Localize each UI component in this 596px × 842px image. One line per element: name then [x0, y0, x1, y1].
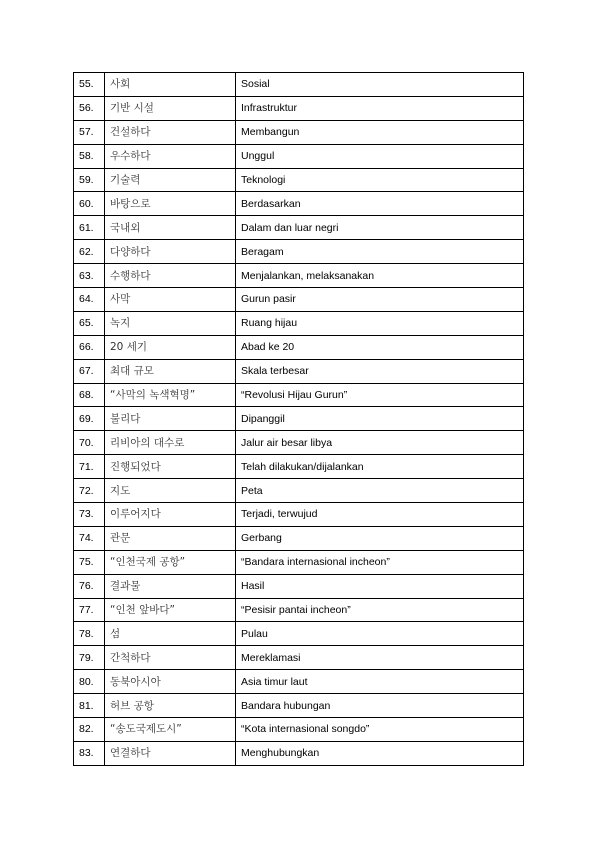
table-row	[74, 73, 524, 97]
korean-term: 녹지	[105, 311, 236, 335]
indonesian-translation: Skala terbesar	[236, 359, 524, 383]
row-number: 62.	[74, 240, 105, 264]
korean-term: 건설하다	[105, 120, 236, 144]
indonesian-translation: Pulau	[236, 622, 524, 646]
row-number: 75.	[74, 550, 105, 574]
table-row	[74, 335, 524, 359]
korean-term: 20 세기	[105, 335, 236, 359]
table-row	[74, 168, 524, 192]
row-number: 73.	[74, 503, 105, 527]
row-number: 66.	[74, 335, 105, 359]
row-number: 72.	[74, 479, 105, 503]
vocabulary-table-body	[74, 73, 524, 766]
indonesian-translation: Mereklamasi	[236, 646, 524, 670]
table-row	[74, 479, 524, 503]
table-row	[74, 264, 524, 288]
indonesian-translation: Gerbang	[236, 526, 524, 550]
row-number: 78.	[74, 622, 105, 646]
indonesian-translation: Sosial	[236, 73, 524, 97]
table-row	[74, 311, 524, 335]
row-number: 55.	[74, 73, 105, 97]
indonesian-translation: Dipanggil	[236, 407, 524, 431]
table-row	[74, 718, 524, 742]
row-number: 69.	[74, 407, 105, 431]
indonesian-translation: Teknologi	[236, 168, 524, 192]
row-number: 67.	[74, 359, 105, 383]
row-number: 80.	[74, 670, 105, 694]
row-number: 58.	[74, 144, 105, 168]
row-number: 68.	[74, 383, 105, 407]
indonesian-translation: Dalam dan luar negri	[236, 216, 524, 240]
korean-term: “사막의 녹색혁명”	[105, 383, 236, 407]
indonesian-translation: “Revolusi Hijau Gurun”	[236, 383, 524, 407]
indonesian-translation: Membangun	[236, 120, 524, 144]
table-row	[74, 383, 524, 407]
table-row	[74, 550, 524, 574]
indonesian-translation: Menghubungkan	[236, 741, 524, 765]
table-row	[74, 240, 524, 264]
table-row	[74, 455, 524, 479]
table-row	[74, 192, 524, 216]
row-number: 65.	[74, 311, 105, 335]
row-number: 71.	[74, 455, 105, 479]
table-row	[74, 431, 524, 455]
indonesian-translation: Infrastruktur	[236, 96, 524, 120]
korean-term: 지도	[105, 479, 236, 503]
korean-term: 수행하다	[105, 264, 236, 288]
indonesian-translation: Jalur air besar libya	[236, 431, 524, 455]
table-row	[74, 622, 524, 646]
indonesian-translation: Menjalankan, melaksanakan	[236, 264, 524, 288]
row-number: 64.	[74, 288, 105, 312]
indonesian-translation: Asia timur laut	[236, 670, 524, 694]
table-row	[74, 694, 524, 718]
table-row	[74, 598, 524, 622]
row-number: 79.	[74, 646, 105, 670]
korean-term: 진행되었다	[105, 455, 236, 479]
row-number: 83.	[74, 741, 105, 765]
korean-term: 간척하다	[105, 646, 236, 670]
row-number: 70.	[74, 431, 105, 455]
table-row	[74, 526, 524, 550]
indonesian-translation: Hasil	[236, 574, 524, 598]
table-row	[74, 503, 524, 527]
korean-term: 바탕으로	[105, 192, 236, 216]
korean-term: 사회	[105, 73, 236, 97]
indonesian-translation: Abad ke 20	[236, 335, 524, 359]
korean-term: 섬	[105, 622, 236, 646]
table-row	[74, 120, 524, 144]
indonesian-translation: Unggul	[236, 144, 524, 168]
indonesian-translation: Terjadi, terwujud	[236, 503, 524, 527]
table-row	[74, 144, 524, 168]
row-number: 59.	[74, 168, 105, 192]
indonesian-translation: Beragam	[236, 240, 524, 264]
korean-term: 최대 규모	[105, 359, 236, 383]
row-number: 76.	[74, 574, 105, 598]
korean-term: “인천 앞바다”	[105, 598, 236, 622]
indonesian-translation: “Pesisir pantai incheon”	[236, 598, 524, 622]
row-number: 60.	[74, 192, 105, 216]
korean-term: 결과물	[105, 574, 236, 598]
row-number: 61.	[74, 216, 105, 240]
row-number: 77.	[74, 598, 105, 622]
table-row	[74, 216, 524, 240]
korean-term: “송도국제도시”	[105, 718, 236, 742]
indonesian-translation: “Bandara internasional incheon”	[236, 550, 524, 574]
korean-term: 기반 시설	[105, 96, 236, 120]
table-row	[74, 96, 524, 120]
table-row	[74, 670, 524, 694]
table-row	[74, 359, 524, 383]
table-row	[74, 288, 524, 312]
korean-term: 이루어지다	[105, 503, 236, 527]
vocabulary-table	[73, 72, 524, 766]
row-number: 82.	[74, 718, 105, 742]
korean-term: 리비아의 대수로	[105, 431, 236, 455]
korean-term: 동북아시아	[105, 670, 236, 694]
indonesian-translation: Peta	[236, 479, 524, 503]
korean-term: 다양하다	[105, 240, 236, 264]
table-row	[74, 646, 524, 670]
table-row	[74, 741, 524, 765]
korean-term: 불리다	[105, 407, 236, 431]
indonesian-translation: Bandara hubungan	[236, 694, 524, 718]
table-row	[74, 574, 524, 598]
row-number: 56.	[74, 96, 105, 120]
korean-term: “인천국제 공항”	[105, 550, 236, 574]
row-number: 81.	[74, 694, 105, 718]
korean-term: 연결하다	[105, 741, 236, 765]
korean-term: 기술력	[105, 168, 236, 192]
row-number: 74.	[74, 526, 105, 550]
indonesian-translation: Berdasarkan	[236, 192, 524, 216]
row-number: 57.	[74, 120, 105, 144]
row-number: 63.	[74, 264, 105, 288]
korean-term: 국내외	[105, 216, 236, 240]
korean-term: 관문	[105, 526, 236, 550]
indonesian-translation: Ruang hijau	[236, 311, 524, 335]
korean-term: 사막	[105, 288, 236, 312]
table-row	[74, 407, 524, 431]
indonesian-translation: Gurun pasir	[236, 288, 524, 312]
indonesian-translation: Telah dilakukan/dijalankan	[236, 455, 524, 479]
korean-term: 우수하다	[105, 144, 236, 168]
indonesian-translation: “Kota internasional songdo”	[236, 718, 524, 742]
korean-term: 허브 공항	[105, 694, 236, 718]
